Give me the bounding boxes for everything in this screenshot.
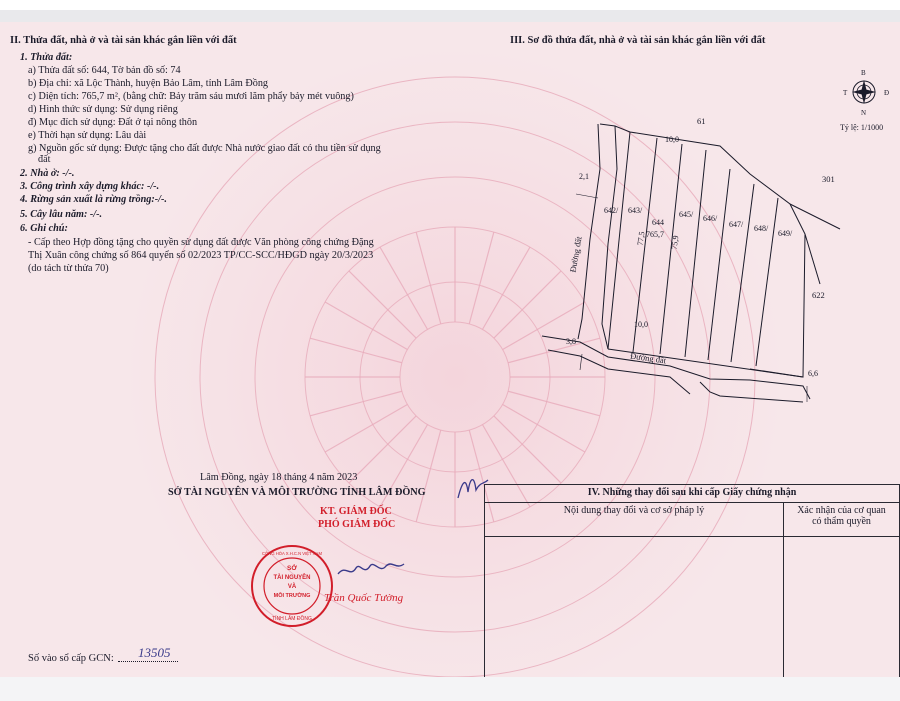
parcel-line: đất <box>38 154 51 165</box>
compass-west: T <box>843 89 848 97</box>
parcel-label: 645/ <box>679 210 694 219</box>
signature-icon <box>336 552 406 582</box>
sign-date: Lâm Đồng, ngày 18 tháng 4 năm 2023 <box>200 472 358 483</box>
parcel-label: 649/ <box>778 229 793 238</box>
item-construction: 3. Công trình xây dựng khác: -/-. <box>20 181 160 192</box>
parcel-line: c) Diện tích: 765,7 m², (bằng chữ: Bảy trăm sáu mươi lăm phẩy bảy mét vuông) <box>28 91 354 102</box>
dim-road-width: 3,8 <box>566 337 576 346</box>
road-vertical-label: Đường đất <box>567 235 584 274</box>
parcel-line: d) Hình thức sử dụng: Sử dụng riêng <box>28 104 178 115</box>
section-2-title: II. Thửa đất, nhà ở và tài sản khác gắn liền với đất <box>10 35 237 46</box>
parcel-line: b) Địa chỉ: xã Lộc Thành, huyện Bảo Lâm, tỉnh Lâm Đồng <box>28 78 269 89</box>
register-label: Số vào sổ cấp GCN: <box>28 653 114 664</box>
note-line: Thị Xuân công chứng số 864 quyển số 02/2023 TP/CC-SCC/HĐGD ngày 20/3/2023 <box>28 250 374 261</box>
seal-text: TỈNH LÂM ĐỒNG <box>272 616 312 622</box>
role-1: KT. GIÁM ĐỐC <box>320 506 392 517</box>
parcel-line: g) Nguồn gốc sử dụng: Được tặng cho đất được Nhà nước giao đất có thu tiền sử dụng <box>28 143 381 154</box>
note-line: - Cấp theo Hợp đồng tặng cho quyền sử dụng đất được Văn phòng công chứng Đặng <box>28 237 374 248</box>
parcel-label: 643/ <box>628 206 643 215</box>
dim-left-depth: 77,5 <box>635 230 647 247</box>
confirm-line-2: có thẩm quyền <box>812 516 871 528</box>
dim-road-width: 6,6 <box>808 369 818 378</box>
neighbor-301: 301 <box>822 174 835 184</box>
changes-body-confirm <box>784 536 900 677</box>
item-forest: 4. Rừng sản xuất là rừng trồng:-/-. <box>20 194 167 205</box>
parcel-line: a) Thửa đất số: 644, Tờ bản đồ số: 74 <box>28 65 181 76</box>
dim-road-width: 2,1 <box>579 172 589 181</box>
register-underline <box>118 661 178 662</box>
note-line: (do tách từ thửa 70) <box>28 263 109 274</box>
map-scale: Tỷ lệ: 1/1000 <box>840 123 884 132</box>
section-3-title: III. Sơ đồ thửa đất, nhà ở và tài sản khác gắn liền với đất <box>510 35 766 46</box>
parcel-line: e) Thời hạn sử dụng: Lâu dài <box>28 130 147 141</box>
scan-bottom-edge <box>0 677 900 701</box>
parcel-label: 648/ <box>754 224 769 233</box>
item-house: 2. Nhà ở: -/-. <box>20 168 75 179</box>
item-perennial: 5. Cây lâu năm: -/-. <box>20 209 103 220</box>
dim-right-depth: 75,9 <box>669 234 681 251</box>
seal-text: VÀ <box>287 584 297 590</box>
dim-top: 10,0 <box>665 135 679 144</box>
dim-bottom: 10,0 <box>634 320 648 329</box>
confirm-line-1: Xác nhận của cơ quan <box>797 505 886 517</box>
signer-name: Trần Quốc Tường <box>324 592 404 604</box>
parcel-label: 642/ <box>604 206 619 215</box>
changes-col-content: Nội dung thay đổi và cơ sở pháp lý <box>485 503 784 536</box>
seal-text: SỞ <box>287 565 297 572</box>
register-number: 13505 <box>138 645 171 660</box>
changes-body-content <box>485 536 784 677</box>
compass-north: B <box>861 69 866 77</box>
parcel-line: đ) Mục đích sử dụng: Đất ở tại nông thôn <box>28 117 198 128</box>
certificate-page <box>0 22 900 677</box>
parcel-label: 644 <box>652 218 664 227</box>
scan-top-edge <box>0 10 900 22</box>
seal-text: CỘNG HÒA X.H.C.N VIỆT NAM <box>262 551 322 556</box>
item-note: 6. Ghi chú: <box>20 223 68 234</box>
parcel-label: 646/ <box>703 214 718 223</box>
road-horizontal-label: Đường đất <box>629 350 667 366</box>
seal-text: TÀI NGUYÊN <box>273 575 311 581</box>
parcel-area: 765,7 <box>646 230 664 239</box>
neighbor-61: 61 <box>697 116 706 126</box>
parcel-label: 647/ <box>729 220 744 229</box>
changes-table <box>484 484 900 677</box>
changes-title: IV. Những thay đổi sau khi cấp Giấy chứng nhận <box>485 485 900 503</box>
compass-south: N <box>861 109 867 117</box>
parcel-heading: 1. Thửa đất: <box>20 52 73 63</box>
seal-text: MÔI TRƯỜNG <box>273 593 311 599</box>
neighbor-622: 622 <box>812 290 825 300</box>
changes-col-confirm <box>784 503 900 536</box>
compass-east: Đ <box>884 89 890 97</box>
official-seal-icon <box>250 544 334 628</box>
role-2: PHÓ GIÁM ĐỐC <box>318 519 396 530</box>
authority-name: SỞ TÀI NGUYÊN VÀ MÔI TRƯỜNG TỈNH LÂM ĐỒNG <box>168 487 426 498</box>
